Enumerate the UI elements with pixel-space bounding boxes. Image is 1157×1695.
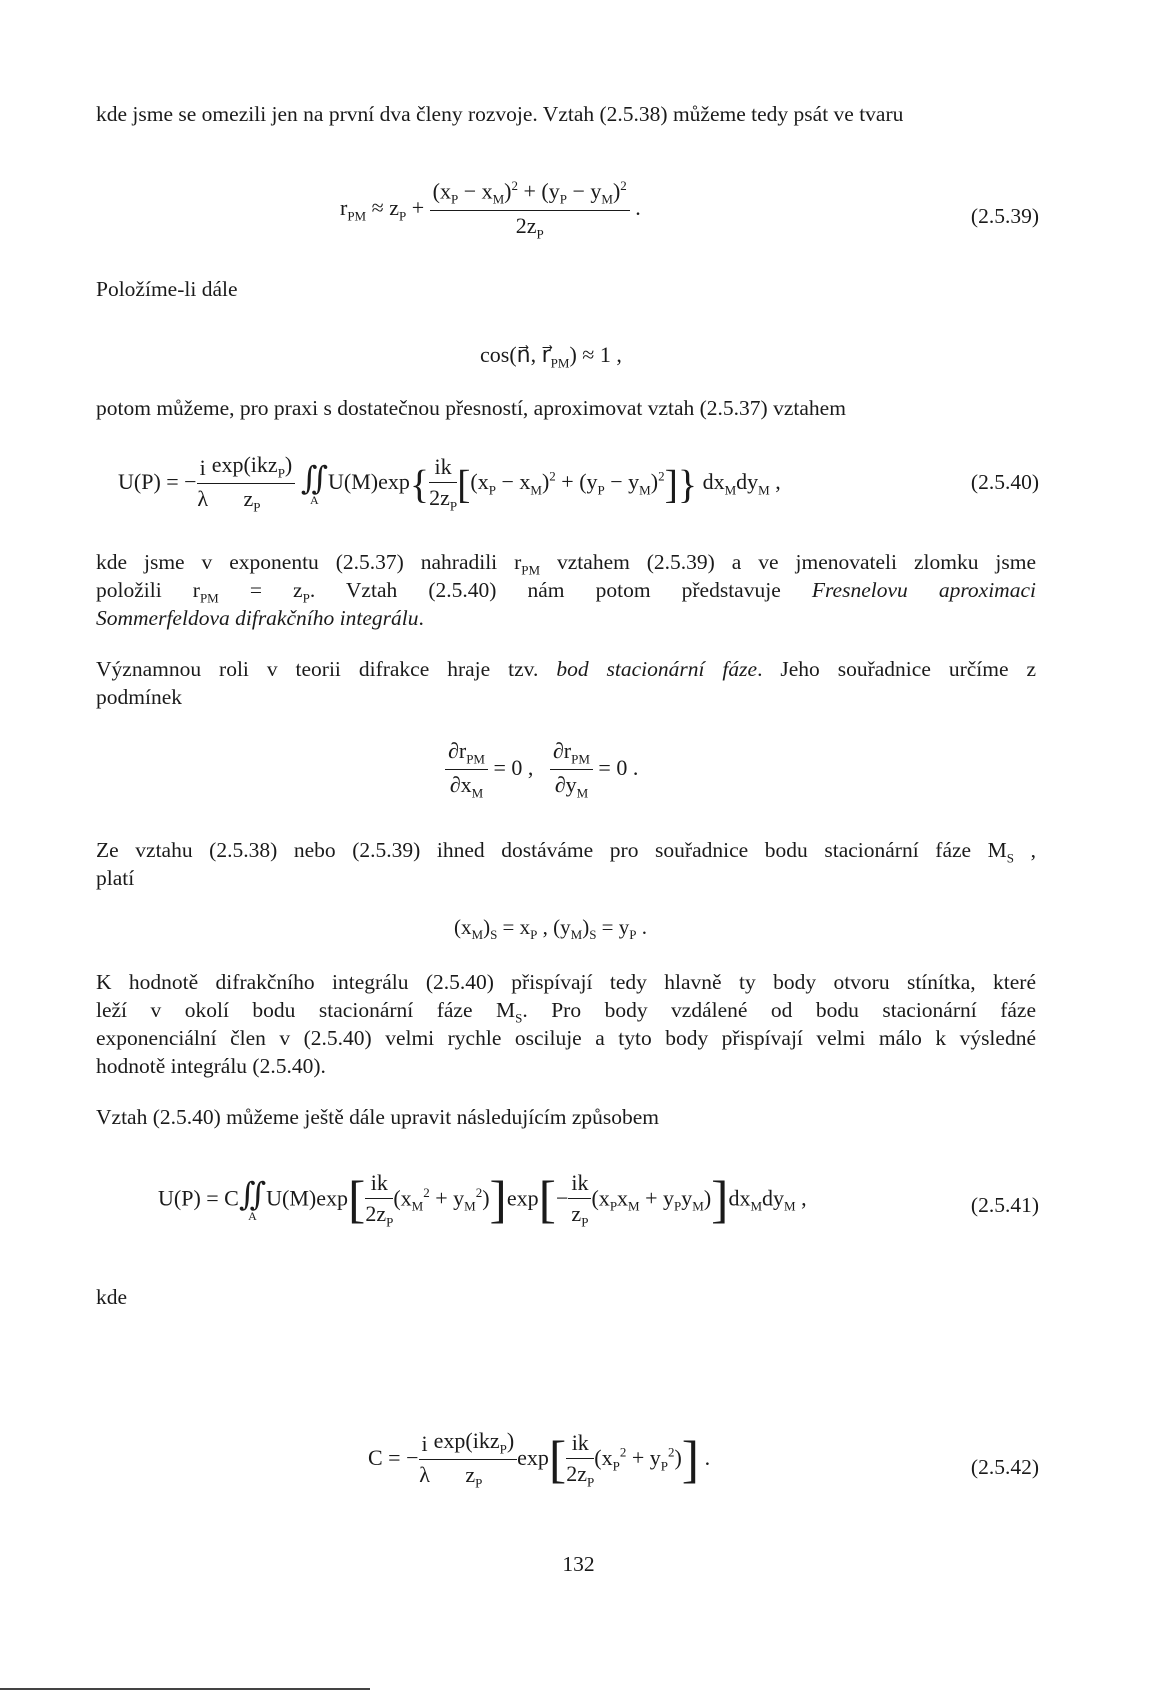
equation-2-5-41: U(P) = C ∬ A U(M)exp[ $\frac{ik}{2z_P}$ $(x_M^2 + y_M^2)]\exp[-$ $\frac{ik}{z_P}$ $(x_Px_M + y_Py_M)]dx_Mdy_M$ , <box>158 1170 807 1230</box>
equation-2-5-40: U(P) = − $\frac{i}{\lambda}$ $\frac{\exp(ikz_P)}{z_P}$ ∬ A U(M)exp{ $\frac{ik}{2z_P}$ $[(x_P - x_M)^2 + (y_P - y_M)^2]$} $dx_Mdy_M$ , <box>118 452 781 515</box>
text-line: hodnotě integrálu (2.5.40). <box>96 1054 326 1078</box>
text-line: kde jsme se omezili jen na první dva členy rozvoje. Vztah (2.5.38) můžeme tedy psát ve tvaru <box>96 102 904 126</box>
text-line: Vztah (2.5.40) můžeme ještě dále upravit následujícím způsobem <box>96 1105 659 1129</box>
page-number: 132 <box>562 1552 595 1576</box>
bottom-scan-line <box>0 1688 370 1690</box>
text-line: potom můžeme, pro praxi s dostatečnou přesností, aproximovat vztah (2.5.37) vztahem <box>96 396 846 420</box>
text-line: platí <box>96 866 135 890</box>
equation-stationary-coords: $(x_M)_S = x_P$ , $(y_M)_S = y_P$ . <box>454 915 647 943</box>
text-line: Významnou roli v teorii difrakce hraje tzv. bod stacionární fáze. Jeho souřadnice určíme z <box>96 657 1036 681</box>
text-line: Ze vztahu (2.5.38) nebo (2.5.39) ihned dostáváme pro souřadnice bodu stacionární fáze $M_S$ , <box>96 838 1036 866</box>
equation-number: (2.5.42) <box>970 1455 1039 1479</box>
text-line: exponenciální člen v (2.5.40) velmi rychle osciluje a tyto body přispívají velmi málo k výsledné <box>96 1026 1036 1050</box>
text-line: Položíme-li dále <box>96 277 238 301</box>
text-line: Sommerfeldova difrakčního integrálu. <box>96 606 424 630</box>
equation-cos: cos(n⃗, $r⃗_{PM}) \approx 1$ , <box>480 342 622 371</box>
equation-number: (2.5.40) <box>970 470 1039 494</box>
equation-2-5-39: $r_{PM} \approx z_P$ + $\frac{(x_P - x_M)^2 + (y_P - y_M)^2}{2z_P}$ . <box>340 178 641 242</box>
italic-term: bod stacionární fáze <box>556 657 758 681</box>
italic-term: Sommerfeldova difrakčního integrálu <box>96 606 419 630</box>
text-line: položili $r_{PM} = z_P$. Vztah (2.5.40) nám potom představuje Fresnelovu aproximaci <box>96 578 1036 606</box>
text-line: podmínek <box>96 685 182 709</box>
text-line: kde jsme v exponentu (2.5.37) nahradili $r_{PM}$ vztahem (2.5.39) a ve jmenovateli zlomku jsme <box>96 550 1036 578</box>
text-line: leží v okolí bodu stacionární fáze $M_S$. Pro body vzdálené od bodu stacionární fáze <box>96 998 1036 1026</box>
italic-term: Fresnelovu aproximaci <box>811 578 1036 602</box>
equation-number: (2.5.41) <box>970 1193 1039 1217</box>
equation-stationary: $\frac{\partial r_{PM}}{\partial x_M}$ = 0 , $\frac{\partial r_{PM}}{\partial y_M}$ = 0 . <box>445 738 638 802</box>
equation-number: (2.5.39) <box>970 204 1039 228</box>
equation-2-5-42: C = − $\frac{i}{\lambda}$ $\frac{\exp(ikz_P)}{z_P}$ exp[ $\frac{ik}{2z_P}$ $(x_P^2 + y_P^2)$] . <box>368 1428 711 1491</box>
text-line: kde <box>96 1285 128 1309</box>
text-line: K hodnotě difrakčního integrálu (2.5.40) přispívají tedy hlavně ty body otvoru stínítka, které <box>96 970 1036 994</box>
